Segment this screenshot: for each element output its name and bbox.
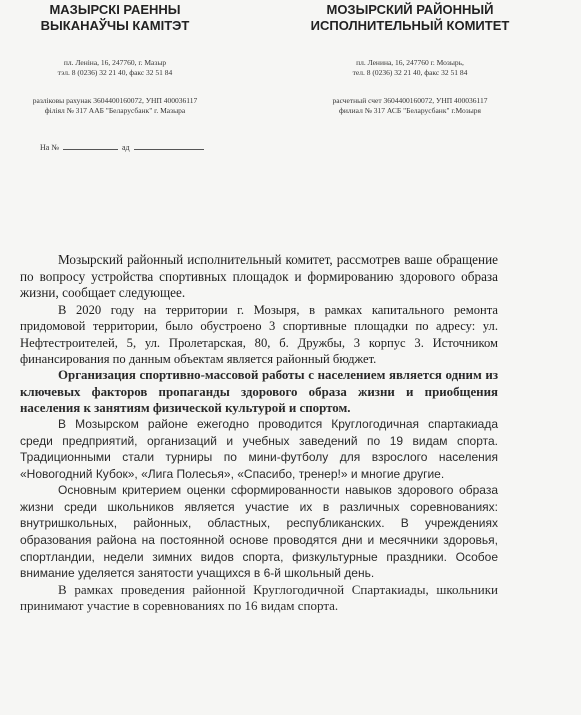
letterhead-left-title-line1: МАЗЫРСКІ РАЕННЫ xyxy=(49,2,181,17)
letterhead-left-bank-line1: разліковы рахунак 3604400160072, УНП 400036117 xyxy=(32,96,198,105)
letterhead-left-title xyxy=(0,2,230,34)
letterhead-right-bank-line1: расчетный счет 3604400160072, УНП 400036117 xyxy=(332,96,488,105)
letterhead-right-title-line1: МОЗЫРСКИЙ РАЙОННЫЙ xyxy=(326,2,494,17)
letterhead-right-address xyxy=(250,58,570,78)
reference-line xyxy=(40,143,204,152)
paragraph-playgrounds: В 2020 году на территории г. Мозыря, в рамках капитального ремонта придомовой территории, было обустроено 3 спортивные площадки по адресу: ул. Нефтестроителей, 5, ул. Пролетарская, 80, б. Дружбы, 3 корпус 3. Источником финансирования по данным объектам является районный бюджет. xyxy=(20,303,498,366)
letterhead-right-title-line2: ИСПОЛНИТЕЛЬНЫЙ КОМИТЕТ xyxy=(310,18,510,33)
reference-number-blank xyxy=(63,149,118,150)
letterhead-right-bank-line2: филиал № 317 АСБ "Беларусбанк" г.Мозыря xyxy=(339,106,481,115)
letterhead-right-title xyxy=(250,2,570,34)
letterhead-left-address xyxy=(0,58,230,78)
paragraph-intro: Мозырский районный исполнительный комитет, рассмотрев ваше обращение по вопросу устройства спортивных площадок и формированию здорового образа жизни, сообщает следующее. xyxy=(20,252,498,301)
letterhead-left-title-line2: ВЫКАНАЎЧЫ КАМІТЭТ xyxy=(40,18,190,33)
reference-date-blank xyxy=(134,149,204,150)
paragraph-spartakiad: В Мозырском районе ежегодно проводится Круглогодичная спартакиада среди предприятий, организаций и учебных заведений по 19 видам спорта. Традиционными стали турниры по мини-футболу для взрослого населения «Новогодний Кубок», «Лига Полесья», «Спасибо, тренер!» и многие другие. xyxy=(20,416,498,481)
paragraph-sports-work: Организация спортивно-массовой работы с населением является одним из ключевых факторов пропаганды здорового образа жизни и приобщения населения к занятиям физической культурой и спортом. xyxy=(20,368,498,415)
paragraph-school-spartakiad: В рамках проведения районной Круглогодичной Спартакиады, школьники принимают участие в соревнованиях по 16 видам спорта. xyxy=(20,581,498,614)
paragraph-schoolchildren: Основным критерием оценки сформированности навыков здорового образа жизни среди школьников является участие их в различных соревнованиях: внутришкольных, районных, областных, республиканских. В учреждениях образования района на постоянной основе проводятся дни и месячники здоровья, спортландии, недели зимних видов спорта, физкультурные праздники. Особое внимание уделяется занятости учащихся в 6-й школьный день. xyxy=(20,483,498,581)
letterhead-left-bank xyxy=(0,96,230,116)
letterhead-right-bank xyxy=(250,96,570,116)
reference-prefix: На № xyxy=(40,143,59,152)
letterhead-left-bank-line2: філіял № 317 ААБ "Беларусбанк" г. Мазыра xyxy=(44,106,186,115)
letterhead-left-address-line2: тэл. 8 (0236) 32 21 40, факс 32 51 84 xyxy=(57,68,173,77)
reference-middle: ад xyxy=(121,143,130,152)
letterhead-left-address-line1: пл. Леніна, 16, 247760, г. Мазыр xyxy=(63,58,167,67)
letterhead-right-address-line2: тел. 8 (0236) 32 21 40, факс 32 51 84 xyxy=(352,68,468,77)
letterhead-right-address-line1: пл. Ленина, 16, 247760 г. Мозырь, xyxy=(356,58,464,67)
letter-body xyxy=(20,252,498,615)
